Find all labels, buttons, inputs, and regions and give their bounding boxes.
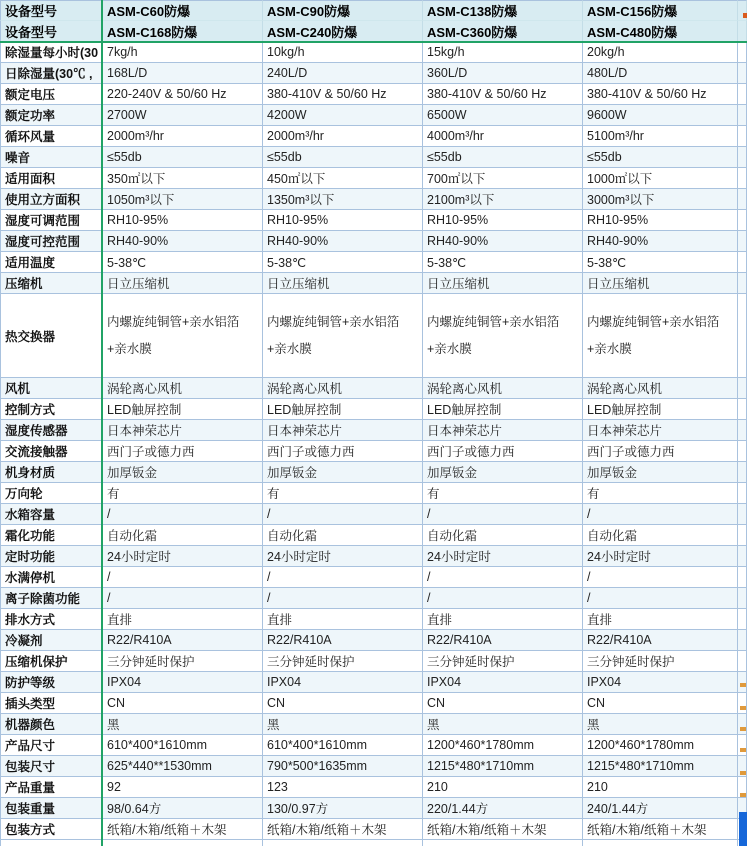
row-label-cell[interactable]: 噪音 [0,147,103,168]
clipped-next-column-cell[interactable] [738,126,747,147]
spec-value-cell[interactable]: 9600W [583,105,738,126]
table-row [0,777,747,798]
spec-value-cell[interactable]: 黑 [103,714,263,735]
clipped-next-column-cell[interactable] [738,42,747,63]
header-label-cell[interactable]: 设备型号 [0,0,103,21]
spec-value-cell[interactable]: 加厚钣金 [263,462,423,483]
spec-value-cell[interactable]: 610*400*1610mm [103,735,263,756]
table-row [0,735,747,756]
spec-value-cell[interactable]: 有 [103,483,263,504]
spec-value-cell[interactable]: 日立压缩机 [583,273,738,294]
spec-value-cell[interactable]: / [263,588,423,609]
spec-value-cell[interactable]: R22/R410A [263,630,423,651]
spec-value-cell[interactable]: 纸箱/木箱/纸箱＋木架 [103,819,263,840]
spec-value-cell[interactable]: 610*400*1610mm [263,735,423,756]
spec-value-cell[interactable]: 130/0.97方 [263,798,423,819]
row-label-cell[interactable]: 排水方式 [0,609,103,630]
spec-value-cell[interactable]: ≤55db [423,147,583,168]
spec-value-cell[interactable]: 日本神荣芯片 [103,420,263,441]
spec-value-cell[interactable]: 24小时定时 [583,546,738,567]
row-label-cell[interactable]: 霜化功能 [0,525,103,546]
spec-value-cell[interactable]: 1200*460*1780mm [423,735,583,756]
row-label-cell[interactable]: 适用面积 [0,168,103,189]
row-label-cell[interactable]: 插头类型 [0,693,103,714]
row-label-cell[interactable]: 除湿量每小时(30 [0,42,103,63]
spec-value-cell[interactable]: 1200*460*1780mm [583,735,738,756]
spec-value-cell[interactable]: IPX04 [583,672,738,693]
clipped-next-column-cell[interactable] [738,420,747,441]
spec-value-cell[interactable]: 4000m³/hr [423,126,583,147]
table-row [0,147,747,168]
row-label-cell[interactable]: 控制方式 [0,399,103,420]
model-header-cell[interactable]: ASM-C90防爆 [263,0,423,21]
spec-value-cell[interactable]: 内螺旋纯铜管+亲水铝箔+亲水膜 [583,294,738,378]
spec-value-cell[interactable]: LED触屏控制 [583,399,738,420]
spec-value-cell[interactable]: 西门子或德力西 [103,441,263,462]
spec-value-cell[interactable]: / [103,504,263,525]
table-row [0,693,747,714]
spec-value-cell[interactable]: 纸箱/木箱/纸箱＋木架 [263,819,423,840]
clipped-next-column-cell[interactable] [738,567,747,588]
table-row [0,273,747,294]
partial-row-cell[interactable] [0,840,103,846]
row-label-cell[interactable]: 适用温度 [0,252,103,273]
clipped-next-column-cell[interactable] [738,462,747,483]
spec-value-cell[interactable]: 10kg/h [263,42,423,63]
partial-row-cell[interactable] [423,840,583,846]
spec-value-cell[interactable]: 直排 [423,609,583,630]
clipped-next-column-cell[interactable] [738,105,747,126]
spec-value-cell[interactable]: 涡轮离心风机 [263,378,423,399]
spec-value-cell[interactable]: 1215*480*1710mm [423,756,583,777]
clipped-next-column-cell[interactable] [738,399,747,420]
spec-value-cell[interactable]: / [103,567,263,588]
table-row [0,84,747,105]
spec-value-cell[interactable]: 三分钟延时保护 [103,651,263,672]
spec-value-cell[interactable]: 360L/D [423,63,583,84]
spec-value-cell[interactable]: 6500W [423,105,583,126]
model-header-cell[interactable]: ASM-C156防爆 [583,0,738,21]
row-label-cell[interactable]: 万向轮 [0,483,103,504]
spec-value-cell[interactable]: 220/1.44方 [423,798,583,819]
table-row [0,378,747,399]
spec-value-cell[interactable]: 20kg/h [583,42,738,63]
model-header-cell[interactable]: ASM-C168防爆 [103,21,263,42]
spec-value-cell[interactable]: ≤55db [263,147,423,168]
spec-value-cell[interactable]: 1000㎡以下 [583,168,738,189]
frozen-column-line [101,0,103,846]
spec-value-cell[interactable]: 123 [263,777,423,798]
row-label-cell[interactable]: 压缩机 [0,273,103,294]
spec-value-cell[interactable]: RH10-95% [263,210,423,231]
spec-value-cell[interactable]: R22/R410A [423,630,583,651]
clipped-next-column-cell[interactable] [738,693,747,714]
spec-value-cell[interactable]: / [423,567,583,588]
spec-value-cell[interactable]: 625*440**1530mm [103,756,263,777]
row-label-cell[interactable]: 湿度传感器 [0,420,103,441]
spec-value-cell[interactable]: 24小时定时 [263,546,423,567]
spec-value-cell[interactable]: 5-38℃ [103,252,263,273]
spec-value-cell[interactable]: 涡轮离心风机 [423,378,583,399]
spec-value-cell[interactable]: ≤55db [583,147,738,168]
spec-value-cell[interactable]: 2700W [103,105,263,126]
frozen-row-line [0,41,747,43]
clipped-text-fragment [740,793,746,797]
spec-value-cell[interactable]: 450㎡以下 [263,168,423,189]
clipped-next-column-cell[interactable] [738,252,747,273]
table-row [0,399,747,420]
row-label-cell[interactable]: 产品重量 [0,777,103,798]
spec-value-cell[interactable]: 直排 [103,609,263,630]
spec-value-cell[interactable]: 210 [423,777,583,798]
spec-value-cell[interactable]: 加厚钣金 [103,462,263,483]
spec-value-cell[interactable]: 内螺旋纯铜管+亲水铝箔+亲水膜 [423,294,583,378]
spec-value-cell[interactable]: 日立压缩机 [103,273,263,294]
row-label-cell[interactable]: 循环风量 [0,126,103,147]
spec-value-cell[interactable]: 168L/D [103,63,263,84]
spec-value-cell[interactable]: 西门子或德力西 [583,441,738,462]
spec-value-cell[interactable]: 三分钟延时保护 [583,651,738,672]
table-row [0,42,747,63]
spec-value-cell[interactable]: 380-410V & 50/60 Hz [263,84,423,105]
row-label-cell[interactable]: 机身材质 [0,462,103,483]
spec-value-cell[interactable]: 4200W [263,105,423,126]
row-label-cell[interactable]: 包装尺寸 [0,756,103,777]
spec-value-cell[interactable]: 涡轮离心风机 [583,378,738,399]
spec-value-cell[interactable]: 日本神荣芯片 [263,420,423,441]
row-label-cell[interactable]: 湿度可调范围 [0,210,103,231]
row-label-cell[interactable]: 日除湿量(30℃ , [0,63,103,84]
table-row [0,588,747,609]
table-row [0,651,747,672]
clipped-next-column-cell[interactable] [738,210,747,231]
spec-value-cell[interactable]: 内螺旋纯铜管+亲水铝箔+亲水膜 [103,294,263,378]
row-label-cell[interactable]: 压缩机保护 [0,651,103,672]
row-label-cell[interactable]: 风机 [0,378,103,399]
spec-value-cell[interactable]: RH40-90% [583,231,738,252]
spec-value-cell[interactable]: 日本神荣芯片 [583,420,738,441]
clipped-next-column-cell[interactable] [738,630,747,651]
table-row [0,252,747,273]
spec-value-cell[interactable]: RH40-90% [263,231,423,252]
spec-value-cell[interactable]: 内螺旋纯铜管+亲水铝箔+亲水膜 [263,294,423,378]
spec-value-cell[interactable]: 210 [583,777,738,798]
spec-value-cell[interactable]: 700㎡以下 [423,168,583,189]
clipped-next-column-cell[interactable] [738,231,747,252]
spec-value-cell[interactable]: 加厚钣金 [583,462,738,483]
table-row [0,546,747,567]
table-row [0,63,747,84]
table-row [0,126,747,147]
model-header-cell[interactable]: ASM-C138防爆 [423,0,583,21]
spec-value-cell[interactable]: 240/1.44方 [583,798,738,819]
table-row [0,798,747,819]
row-label-cell[interactable]: 使用立方面积 [0,189,103,210]
spec-value-cell[interactable]: CN [583,693,738,714]
spec-value-cell[interactable]: 有 [263,483,423,504]
clipped-next-column-cell[interactable] [738,189,747,210]
spec-value-cell[interactable]: 直排 [583,609,738,630]
spec-value-cell[interactable]: 西门子或德力西 [423,441,583,462]
row-label-cell[interactable]: 热交换器 [0,294,103,378]
row-label-cell[interactable]: 包装重量 [0,798,103,819]
spec-value-cell[interactable]: 涡轮离心风机 [103,378,263,399]
row-label-cell[interactable]: 防护等级 [0,672,103,693]
table-row [0,0,747,21]
clipped-next-column-cell[interactable] [738,609,747,630]
table-row [0,819,747,840]
spec-value-cell[interactable]: RH10-95% [423,210,583,231]
spec-value-cell[interactable]: 有 [423,483,583,504]
spec-value-cell[interactable]: 480L/D [583,63,738,84]
spec-value-cell[interactable]: 98/0.64方 [103,798,263,819]
spec-value-cell[interactable]: / [423,588,583,609]
table-row [0,105,747,126]
spec-value-cell[interactable]: / [583,504,738,525]
table-row [0,630,747,651]
clipped-next-column-cell[interactable] [738,294,747,378]
row-label-cell[interactable]: 冷凝剂 [0,630,103,651]
header-label-cell[interactable]: 设备型号 [0,21,103,42]
clipped-text-fragment [740,771,746,775]
clipped-text-fragment [740,706,746,710]
spec-value-cell[interactable]: / [263,567,423,588]
table-row [0,294,747,378]
spec-value-cell[interactable]: RH40-90% [103,231,263,252]
selection-indicator [739,812,747,846]
spec-value-cell[interactable]: 24小时定时 [423,546,583,567]
spec-value-cell[interactable]: 5-38℃ [263,252,423,273]
row-label-cell[interactable]: 定时功能 [0,546,103,567]
spec-value-cell[interactable]: 纸箱/木箱/纸箱＋木架 [583,819,738,840]
clipped-next-column-cell[interactable] [738,147,747,168]
spec-value-cell[interactable]: 92 [103,777,263,798]
spec-value-cell[interactable]: 自动化霜 [423,525,583,546]
table-row [0,504,747,525]
clipped-next-column-cell[interactable] [738,546,747,567]
row-label-cell[interactable]: 交流接触器 [0,441,103,462]
spec-value-cell[interactable]: R22/R410A [583,630,738,651]
spec-value-cell[interactable]: 有 [583,483,738,504]
partial-row-cell[interactable] [103,840,263,846]
spec-value-cell[interactable]: 黑 [263,714,423,735]
row-label-cell[interactable]: 额定电压 [0,84,103,105]
spec-value-cell[interactable]: LED触屏控制 [103,399,263,420]
row-label-cell[interactable]: 机器颜色 [0,714,103,735]
partial-row-cell[interactable] [583,840,738,846]
table-row [0,441,747,462]
spec-value-cell[interactable]: CN [263,693,423,714]
spec-value-cell[interactable]: 直排 [263,609,423,630]
spec-value-cell[interactable]: 三分钟延时保护 [423,651,583,672]
clipped-text-fragment [740,727,746,731]
comment-marker-icon [743,13,747,18]
spec-value-cell[interactable]: 240L/D [263,63,423,84]
table-row [0,525,747,546]
row-label-cell[interactable]: 水箱容量 [0,504,103,525]
table-row [0,168,747,189]
clipped-text-fragment [740,748,746,752]
table-row [0,840,747,846]
spec-value-cell[interactable]: 2000m³/hr [103,126,263,147]
spec-value-cell[interactable]: LED触屏控制 [263,399,423,420]
clipped-next-column-cell[interactable] [738,63,747,84]
spec-value-cell[interactable]: 自动化霜 [103,525,263,546]
clipped-text-fragment [740,683,746,687]
partial-row-cell[interactable] [263,840,423,846]
row-label-cell[interactable]: 水满停机 [0,567,103,588]
spec-value-cell[interactable]: 24小时定时 [103,546,263,567]
clipped-next-column-cell[interactable] [738,525,747,546]
spec-value-cell[interactable]: 日立压缩机 [423,273,583,294]
spec-value-cell[interactable]: 日本神荣芯片 [423,420,583,441]
spec-value-cell[interactable]: R22/R410A [103,630,263,651]
spec-value-cell[interactable]: / [583,588,738,609]
spec-value-cell[interactable]: 380-410V & 50/60 Hz [583,84,738,105]
clipped-next-column-cell[interactable] [738,378,747,399]
spec-value-cell[interactable]: 220-240V & 50/60 Hz [103,84,263,105]
spec-value-cell[interactable]: 2100m³以下 [423,189,583,210]
clipped-next-column-cell[interactable] [738,651,747,672]
spec-value-cell[interactable]: 日立压缩机 [263,273,423,294]
spec-value-cell[interactable]: 5100m³/hr [583,126,738,147]
table-row [0,210,747,231]
spec-value-cell[interactable]: IPX04 [423,672,583,693]
table-row [0,462,747,483]
row-label-cell[interactable]: 额定功率 [0,105,103,126]
table-row [0,567,747,588]
clipped-next-column-cell[interactable] [738,714,747,735]
spec-value-cell[interactable]: 7kg/h [103,42,263,63]
table-row [0,483,747,504]
spec-value-cell[interactable]: 15kg/h [423,42,583,63]
spec-value-cell[interactable]: 纸箱/木箱/纸箱＋木架 [423,819,583,840]
clipped-next-column-cell[interactable] [738,168,747,189]
spec-value-cell[interactable]: LED触屏控制 [423,399,583,420]
spec-value-cell[interactable]: 三分钟延时保护 [263,651,423,672]
table-row [0,420,747,441]
spec-value-cell[interactable]: 5-38℃ [583,252,738,273]
spec-value-cell[interactable]: 黑 [423,714,583,735]
spec-value-cell[interactable]: 790*500*1635mm [263,756,423,777]
spec-value-cell[interactable]: IPX04 [103,672,263,693]
spec-value-cell[interactable]: 350㎡以下 [103,168,263,189]
table-row [0,609,747,630]
spec-value-cell[interactable]: 黑 [583,714,738,735]
spec-value-cell[interactable]: 西门子或德力西 [263,441,423,462]
table-row [0,189,747,210]
spec-value-cell[interactable]: 380-410V & 50/60 Hz [423,84,583,105]
clipped-next-column-cell[interactable] [738,273,747,294]
spec-value-cell[interactable]: 加厚钣金 [423,462,583,483]
clipped-next-column-cell[interactable] [738,504,747,525]
spec-value-cell[interactable]: 2000m³/hr [263,126,423,147]
spec-value-cell[interactable]: 自动化霜 [583,525,738,546]
spec-value-cell[interactable]: 5-38℃ [423,252,583,273]
spec-value-cell[interactable]: / [423,504,583,525]
spec-value-cell[interactable]: 3000m³以下 [583,189,738,210]
table-row [0,672,747,693]
model-header-cell[interactable]: ASM-C240防爆 [263,21,423,42]
row-label-cell[interactable]: 湿度可控范围 [0,231,103,252]
table-row [0,714,747,735]
spec-value-cell[interactable]: 自动化霜 [263,525,423,546]
spec-value-cell[interactable]: / [263,504,423,525]
row-label-cell[interactable]: 包装方式 [0,819,103,840]
clipped-next-column-cell[interactable] [738,21,747,42]
model-header-cell[interactable]: ASM-C360防爆 [423,21,583,42]
table-row [0,756,747,777]
spec-value-cell[interactable]: / [103,588,263,609]
clipped-next-column-cell[interactable] [738,483,747,504]
spec-value-cell[interactable]: RH10-95% [103,210,263,231]
row-label-cell[interactable]: 离子除菌功能 [0,588,103,609]
table-row [0,231,747,252]
spec-value-cell[interactable]: RH10-95% [583,210,738,231]
table-row [0,21,747,42]
spec-value-cell[interactable]: ≤55db [103,147,263,168]
clipped-next-column-cell[interactable] [738,84,747,105]
clipped-next-column-cell[interactable] [738,441,747,462]
spec-value-cell[interactable]: RH40-90% [423,231,583,252]
spec-value-cell[interactable]: / [583,567,738,588]
spec-value-cell[interactable]: 1215*480*1710mm [583,756,738,777]
spec-value-cell[interactable]: CN [103,693,263,714]
spec-value-cell[interactable]: IPX04 [263,672,423,693]
model-header-cell[interactable]: ASM-C480防爆 [583,21,738,42]
clipped-next-column-cell[interactable] [738,588,747,609]
spec-value-cell[interactable]: 1050m³以下 [103,189,263,210]
spec-value-cell[interactable]: 1350m³以下 [263,189,423,210]
model-header-cell[interactable]: ASM-C60防爆 [103,0,263,21]
clipped-next-column-cell[interactable] [738,735,747,756]
spec-value-cell[interactable]: CN [423,693,583,714]
row-label-cell[interactable]: 产品尺寸 [0,735,103,756]
